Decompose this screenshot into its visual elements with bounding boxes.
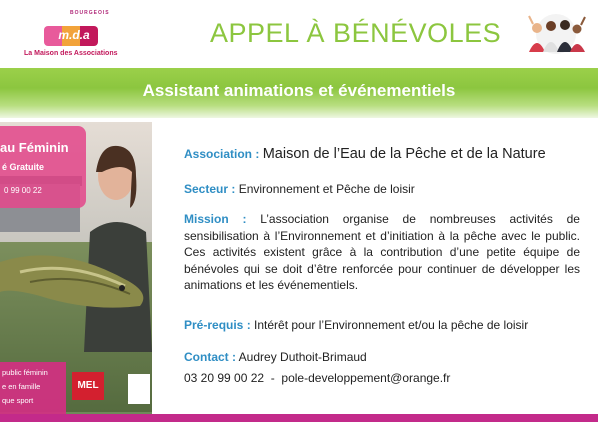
contact-email[interactable]: pole-developpement@orange.fr bbox=[281, 371, 451, 385]
photo-bottom-banner bbox=[0, 362, 66, 414]
contact-line bbox=[184, 370, 580, 387]
mel-logo: MEL bbox=[72, 372, 104, 400]
logo-top-word: BOURGEOIS bbox=[70, 10, 110, 16]
photo-bottom-line-1: public féminin bbox=[2, 368, 48, 377]
bottom-bar bbox=[0, 414, 598, 422]
association-photo bbox=[0, 122, 152, 414]
contact-separator: - bbox=[270, 371, 275, 385]
association-row bbox=[184, 146, 580, 163]
secteur-value: Environnement et Pêche de loisir bbox=[238, 182, 415, 196]
contact-phone: 03 20 99 00 22 bbox=[184, 371, 265, 385]
contact-name: Audrey Duthoit-Brimaud bbox=[238, 350, 367, 364]
secteur-row bbox=[184, 181, 580, 198]
mission-row bbox=[184, 211, 580, 294]
mission-label: Mission : bbox=[184, 212, 247, 226]
contact-label: Contact : bbox=[184, 350, 236, 364]
mission-value: L’association organise de nombreuses activités de sensibilisation à l’Environnement et d’initiation à la pêche avec le public. Ces activités existent grâce à la contribution d’une petite équipe de bénévoles qui se doit d’être renforcée pour continuer de développer les animations et les événementiels. bbox=[184, 212, 580, 292]
poster-subtitle: é Gratuite bbox=[2, 162, 45, 172]
photo-pike-fish bbox=[0, 222, 152, 342]
logo-letters: m.d.a bbox=[58, 28, 90, 42]
volunteers-illustration bbox=[525, 12, 587, 56]
association-value: Maison de l’Eau de la Pêche et de la Nature bbox=[262, 146, 546, 162]
prerequis-row bbox=[184, 317, 580, 334]
secteur-label: Secteur : bbox=[184, 182, 236, 196]
contact-row bbox=[184, 349, 580, 366]
prerequis-value: Intérêt pour l’Environnement et/ou la pêche de loisir bbox=[254, 318, 529, 332]
logo-mda-mark bbox=[44, 22, 104, 48]
mda-logo bbox=[14, 10, 118, 66]
poster-phone: 0 99 00 22 bbox=[4, 186, 42, 195]
association-label: Association : bbox=[184, 147, 260, 161]
photo-bottom-line-2: e en famille bbox=[2, 382, 41, 391]
poster-title: au Féminin bbox=[0, 140, 69, 155]
title-banner bbox=[0, 68, 598, 118]
prerequis-label: Pré-requis : bbox=[184, 318, 251, 332]
photo-bottom-line-3: que sport bbox=[2, 396, 34, 405]
photo-corner-logo bbox=[128, 374, 150, 404]
job-title: Assistant animations et événementiels bbox=[142, 81, 456, 100]
appel-title: APPEL À BÉNÉVOLES bbox=[210, 18, 502, 48]
logo-subtitle: La Maison des Associations bbox=[24, 50, 118, 57]
